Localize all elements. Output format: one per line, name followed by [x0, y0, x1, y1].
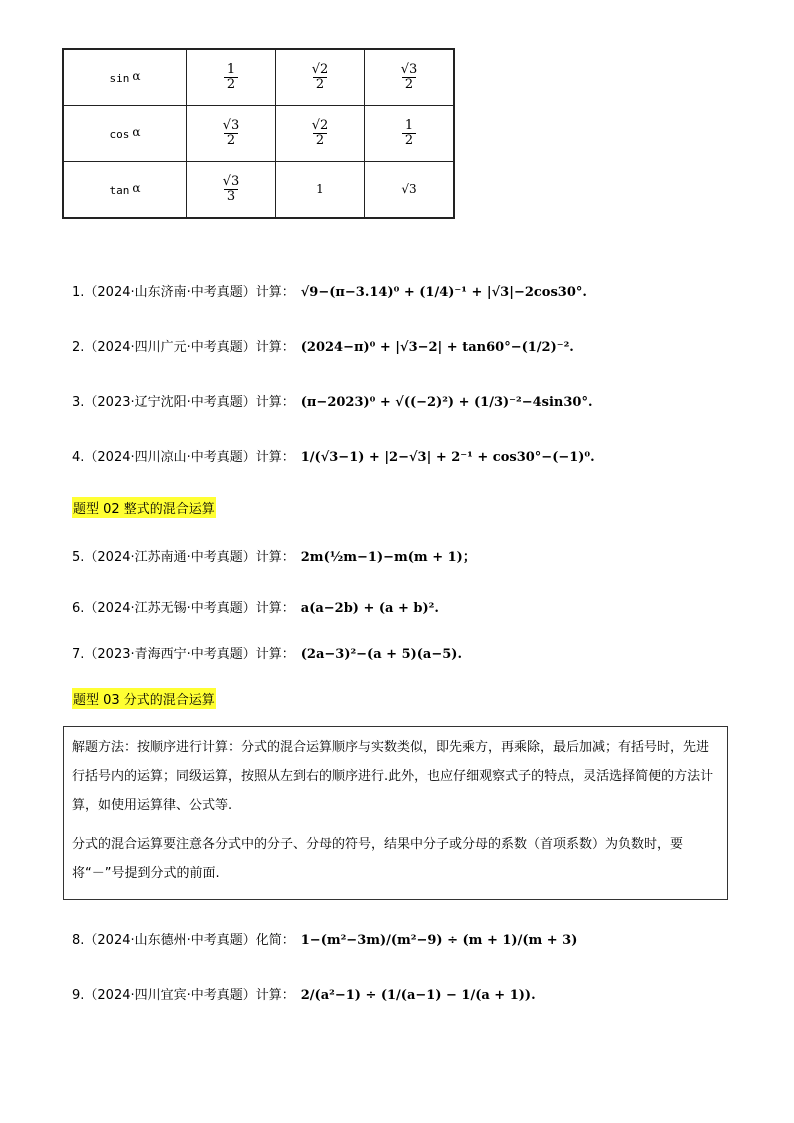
method-paragraph: 解题方法：按顺序进行计算：分式的混合运算顺序与实数类似，即先乘方，再乘除，最后加减；有括号时，先进行括号内的运算；同级运算，按照从左到右的顺序进行.此外，也应仔细观察式子的特点，灵活选择简便的方法计算，如使用运算律、公式等. — [72, 740, 714, 813]
value-cell: $\frac{√3}{2}$ — [187, 106, 276, 162]
problem-7 — [72, 643, 462, 662]
func-cell: cos α — [63, 106, 187, 162]
problem-source: 1.（2024·山东济南·中考真题）计算： — [72, 285, 295, 300]
problem-source: 7.（2023·青海西宁·中考真题）计算： — [72, 647, 295, 662]
trig-values-table — [62, 48, 455, 219]
problem-expression: √9−(π−3.14)⁰ + (1/4)⁻¹ + |√3|−2cos30°. — [300, 285, 587, 300]
problem-source: 4.（2024·四川凉山·中考真题）计算： — [72, 450, 295, 465]
problem-8 — [72, 929, 577, 948]
func-cell: sin α — [63, 49, 187, 106]
problem-3 — [72, 391, 592, 410]
problem-2 — [72, 336, 574, 355]
problem-expression: 1−(m²−3m)/(m²−9) ÷ (m + 1)/(m + 3) — [300, 933, 578, 948]
table-row — [63, 106, 454, 162]
value-cell: $\frac{√3}{2}$ — [365, 49, 455, 106]
problem-expression: 2/(a²−1) ÷ (1/(a−1) − 1/(a + 1)). — [300, 988, 536, 1003]
problem-expression: (π−2023)⁰ + √((−2)²) + (1/3)⁻²−4sin30°. — [300, 395, 593, 410]
problem-source: 3.（2023·辽宁沈阳·中考真题）计算： — [72, 395, 295, 410]
problem-expression: (2024−π)⁰ + |√3−2| + tan60°−(1/2)⁻². — [300, 340, 574, 355]
problem-9 — [72, 984, 536, 1003]
table-row — [63, 162, 454, 219]
problem-1 — [72, 281, 587, 300]
table-row — [63, 49, 454, 106]
problem-6 — [72, 597, 439, 616]
problem-expression: a(a−2b) + (a + b)². — [300, 601, 439, 616]
problem-expression: 1/(√3−1) + |2−√3| + 2⁻¹ + cos30°−(−1)⁰. — [300, 450, 595, 465]
func-cell: tan α — [63, 162, 187, 219]
section-heading-03: 题型 03 分式的混合运算 — [72, 688, 216, 709]
problem-source: 5.（2024·江苏南通·中考真题）计算： — [72, 550, 295, 565]
value-cell: 1 — [276, 162, 365, 219]
value-cell: $\frac{√2}{2}$ — [276, 49, 365, 106]
method-paragraph: 分式的混合运算要注意各分式中的分子、分母的符号，结果中分子或分母的系数（首项系数）为负数时，要将“－”号提到分式的前面. — [72, 837, 684, 881]
value-cell: $\frac{√3}{3}$ — [187, 162, 276, 219]
value-cell: $\frac{1}{2}$ — [365, 106, 455, 162]
problem-source: 9.（2024·四川宜宾·中考真题）计算： — [72, 988, 295, 1003]
section-heading-02: 题型 02 整式的混合运算 — [72, 497, 216, 518]
problem-expression: (2a−3)²−(a + 5)(a−5). — [300, 647, 462, 662]
method-box — [63, 726, 728, 900]
problem-expression: 2m(½m−1)−m(m + 1)； — [300, 550, 476, 565]
problem-source: 8.（2024·山东德州·中考真题）化简： — [72, 933, 295, 948]
problem-source: 2.（2024·四川广元·中考真题）计算： — [72, 340, 295, 355]
value-cell: $\frac{1}{2}$ — [187, 49, 276, 106]
problem-5 — [72, 546, 476, 565]
value-cell: $\frac{√2}{2}$ — [276, 106, 365, 162]
value-cell: √3 — [365, 162, 455, 219]
problem-4 — [72, 446, 595, 465]
problem-source: 6.（2024·江苏无锡·中考真题）计算： — [72, 601, 295, 616]
